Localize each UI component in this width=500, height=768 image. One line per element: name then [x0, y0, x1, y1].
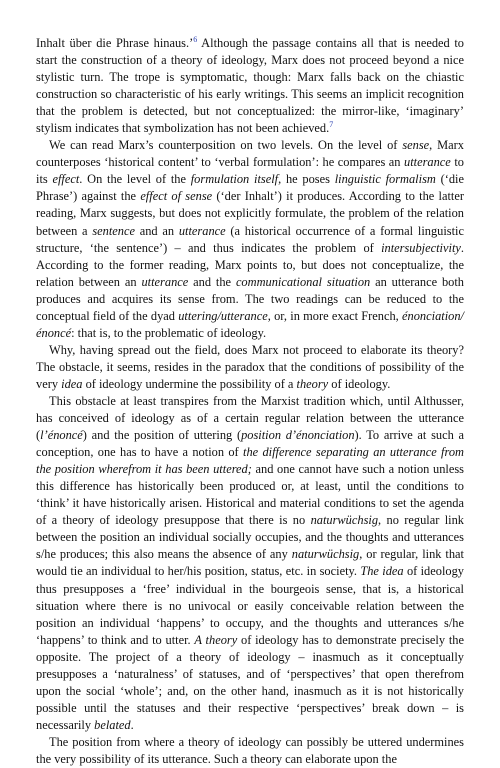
- italic-text: naturwüchsig: [291, 547, 360, 562]
- italic-text: utterance: [178, 223, 226, 238]
- body-text: of ideology undermine the possibility of a: [82, 376, 297, 391]
- body-text: ) and the position of uttering (: [82, 428, 242, 443]
- paragraph-3: [36, 342, 464, 393]
- body-text: The position from where a theory of ideology can possibly be uttered undermines the very possibility of its utterance. Such a theory can elaborate upon the: [36, 734, 464, 766]
- body-text: of ideology has to demonstrate precisely the opposite. The project of a theory of ideology – inasmuch as it conceptually presupposes a ‘naturalness’ of statuses, and of ‘perspectives’ that open therefrom upon the social ‘whole’; and, on the other hand, inasmuch as it is not historically possible until the statuses and their respective ‘perspectives’ break down – is necessarily: [36, 632, 464, 732]
- italic-text: énonciation/énoncé: [36, 308, 464, 340]
- paragraph-2: [36, 137, 464, 342]
- body-text: , or regular, link that would tie an individual to her/his position, status, etc. in society.: [36, 547, 464, 579]
- body-text: , Marx counterposes ‘historical content’ to ‘verbal formulation’: he compares an: [36, 138, 464, 170]
- body-text: . According to the former reading, Marx points to, but does not conceptualize, the relation between an: [36, 240, 464, 289]
- body-text: ). To arrive at such a conception, one has to have a notion of: [36, 428, 464, 460]
- body-text: .: [130, 717, 134, 732]
- italic-text: communicational situation: [235, 274, 371, 289]
- body-text: and one cannot have such a notion unless this difference has historically been produced or, at least, until the conditions to ‘think’ it have historically arisen. Historical and material conditions to set the agenda of a theory of ideology presuppose that there is no: [36, 462, 464, 528]
- body-text: an utterance both produces and acquires its sense from. The two readings can be reduced to the conceptual field of the dyad: [36, 274, 464, 323]
- paragraph-5: [36, 734, 464, 768]
- italic-text: formulation itself: [190, 172, 279, 187]
- body-text: (‘die Phrase’) against the: [36, 172, 464, 204]
- italic-text: A theory: [194, 632, 238, 647]
- italic-text: utterance: [141, 274, 189, 289]
- paragraph-4: [36, 393, 464, 734]
- italic-text: sentence: [92, 223, 135, 238]
- italic-text: utterance: [404, 155, 451, 170]
- body-text: We can read Marx’s counterposition on two levels. On the level of: [49, 138, 403, 153]
- italic-text: The idea: [360, 564, 404, 579]
- italic-text: the difference separating an utterance from the position wherefrom it has been uttered;: [36, 445, 464, 477]
- body-text: of ideology thus presupposes a ‘free’ individual in the bourgeois sense, that is, a historical situation where there is no univocal or easily conceivable relation between the position an individual ‘happens’ to occupy, and the thoughts and utterances s/he ‘happens’ to think and to utter.: [36, 564, 464, 647]
- italic-text: uttering/utterance: [178, 308, 268, 323]
- body-text: to its: [36, 155, 464, 187]
- italic-text: linguistic formalism: [334, 172, 436, 187]
- body-text: and the: [188, 274, 236, 289]
- italic-text: effect of sense: [140, 189, 213, 204]
- italic-text: sense: [402, 138, 430, 153]
- italic-text: intersubjectivity: [381, 240, 461, 255]
- footnote-marker[interactable]: 6: [193, 34, 198, 44]
- body-text: , he poses: [278, 172, 335, 187]
- paragraph-1: [36, 35, 464, 137]
- body-text: and an: [134, 223, 179, 238]
- italic-text: idea: [61, 376, 83, 391]
- body-text: . On the level of the: [79, 172, 191, 187]
- body-text: (a historical occurrence of a formal linguistic structure, ‘the sentence’) – and thus indicates the problem of: [36, 223, 464, 255]
- body-text: Why, having spread out the field, does Marx not proceed to elaborate its theory? The obstacle, it seems, resides in the paradox that the conditions of possibility of the very: [36, 342, 464, 391]
- italic-text: naturwüchsig: [310, 513, 379, 528]
- body-text: Inhalt über die Phrase hinaus.’: [36, 36, 194, 50]
- body-text: : that is, to the problematic of ideology.: [71, 325, 267, 340]
- body-text: (‘der Inhalt’) it produces. According to the latter reading, Marx suggests, but does not explicitly formulate, the problem of the relation between a: [36, 189, 464, 238]
- italic-text: effect: [52, 172, 80, 187]
- body-text: , or, in more exact French,: [267, 308, 403, 323]
- italic-text: belated: [94, 717, 131, 732]
- footnote-marker[interactable]: 7: [329, 120, 334, 130]
- body-text: Although the passage contains all that is needed to start the construction of a theory of ideology, Marx does not proceed beyond a nice stylistic turn. The trope is symptomatic, though: Marx falls back on the chiastic construction so characteristic of his early writings. This seems an implicit recognition that the problem is detected, but not conceptualized: the mirror-like, ‘imaginary’ stylism indicates that symbolization has not been achieved.: [36, 36, 464, 136]
- body-text: This obstacle at least transpires from the Marxist tradition which, until Althusser, has conceived of ideology as of a certain regular relation between the utterance (: [36, 393, 464, 443]
- body-text: of ideology.: [328, 376, 391, 391]
- body-text: , no regular link between the position an individual socially occupies, and the thoughts and utterances s/he produces; this also means the absence of any: [36, 513, 464, 562]
- italic-text: position d’énonciation: [241, 428, 355, 443]
- italic-text: l’énoncé: [40, 428, 83, 443]
- italic-text: theory: [296, 376, 329, 391]
